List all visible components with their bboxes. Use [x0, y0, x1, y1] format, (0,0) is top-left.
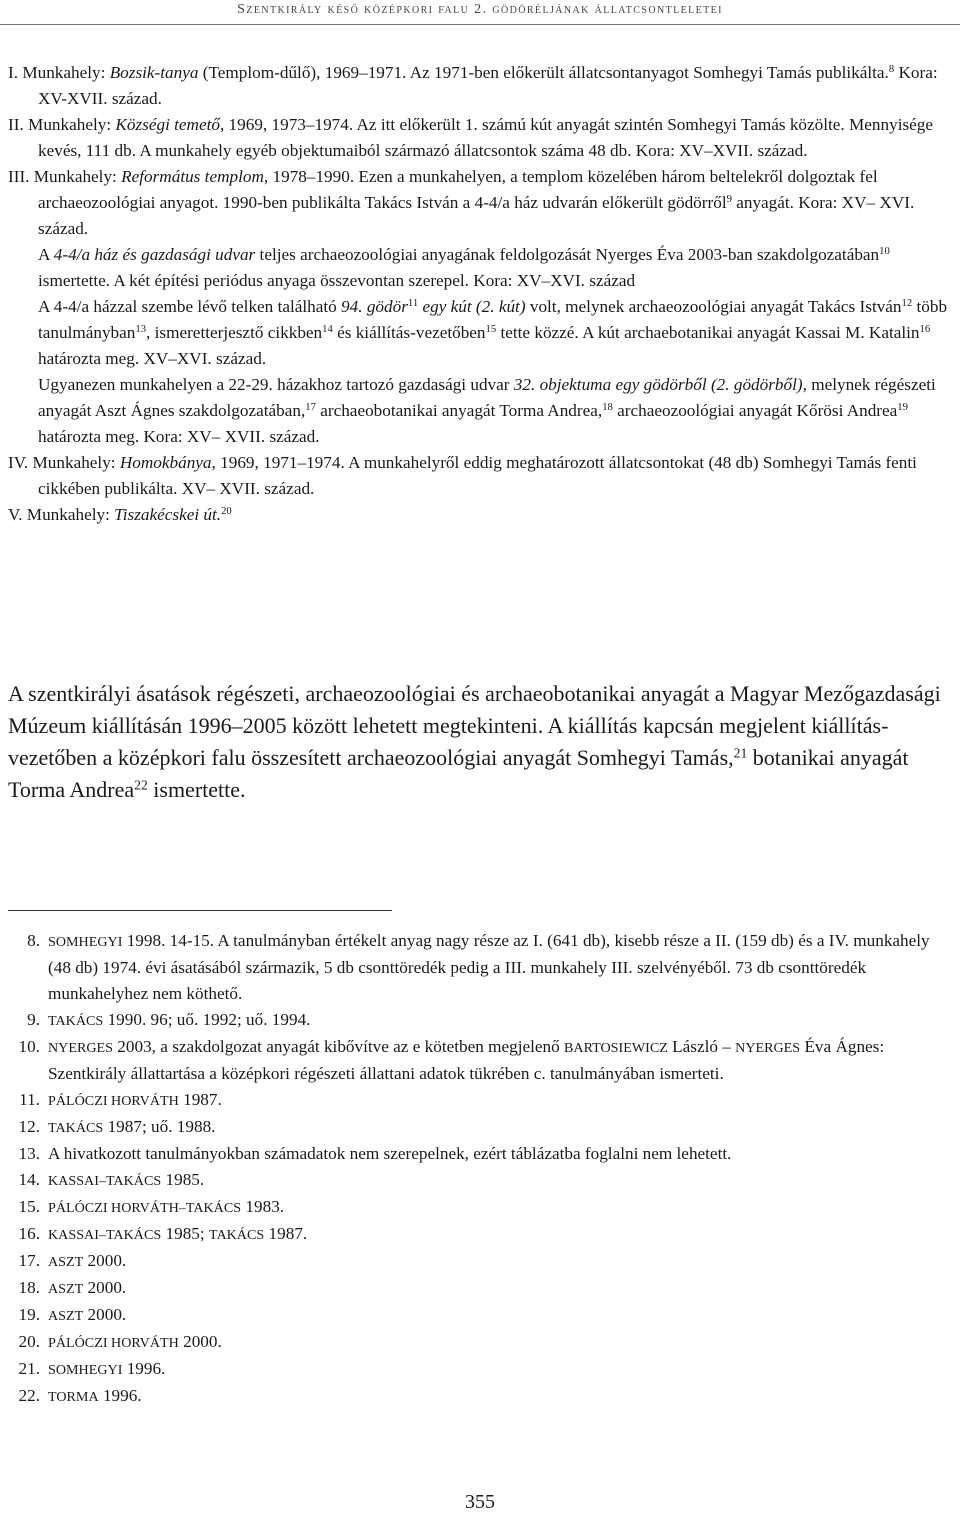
footnote-11	[8, 1087, 952, 1114]
footnote-ref-17: 17	[305, 402, 316, 414]
text: teljes archaeozoológiai anyagának feldolgozását Nyerges Éva 2003-ban szakdolgozatában	[255, 245, 880, 264]
text: László –	[667, 1037, 736, 1056]
worksite-2-label: II. Munkahely:	[8, 115, 116, 134]
running-title: Szentkirály késő középkori falu 2. gödöréljának állatcsontleletei	[237, 2, 723, 17]
author: SOMHEGYI	[48, 1362, 123, 1378]
footnote-ref-12: 12	[901, 298, 913, 310]
footnote-14	[8, 1167, 952, 1194]
footnote-number: 9.	[27, 1010, 40, 1029]
footnote-number: 11.	[19, 1090, 40, 1109]
footnote-number: 17.	[18, 1251, 40, 1270]
footnote-number: 18.	[18, 1278, 40, 1297]
footnote-ref-9: 9	[726, 194, 732, 206]
text: melynek régészeti anyagát Aszt Ágnes szakdolgozatában,	[38, 375, 936, 420]
worksite-1-text: (Templom-dűlő), 1969–1971. Az 1971-ben előkerült állatcsontanyagot Somhegyi Tamás publikálta.	[198, 63, 889, 82]
footnote-22	[8, 1383, 952, 1410]
worksite-2-text: 1969, 1973–1974. Az itt előkerült 1. számú kút anyagát szintén Somhegyi Tamás közölte. Mennyisége kevés, 111 db. A munkahely egyéb objektumaiból származó állatcsontok száma 48 db. Kora: XV–XVII. század.	[38, 115, 934, 160]
summary-text: A szentkirályi ásatások régészeti, archaeozoológiai és archaeobotanikai anyagát a Magyar Mezőgazdasági Múzeum kiállításán 1996–2005 között lehetett megtekinteni. A kiállítás kapcsán megjelent kiállítás-vezetőben a középkori falu összesített archaeozoológiai anyagát Somhegyi Tamás,	[8, 681, 941, 770]
text: archaeozoológiai anyagát Kőrösi Andrea	[612, 401, 898, 420]
text: archaeobotanikai anyagát Torma Andrea,	[315, 401, 603, 420]
text: 2000.	[83, 1305, 127, 1324]
text: Éva Ágnes: Szentkirály állattartása a középkori régészeti állattani adatok tükrében c. tanulmányában ismerteti.	[48, 1037, 885, 1083]
well-name: egy kút (2. kút)	[418, 297, 526, 316]
footnote-text	[48, 1034, 952, 1087]
footnotes	[8, 928, 952, 1410]
footnote-number: 10.	[18, 1037, 40, 1056]
summary-text: botanikai anyagát Torma Andrea	[8, 745, 909, 802]
footnote-number: 22.	[18, 1386, 40, 1405]
text: 1985;	[161, 1224, 209, 1243]
author: PÁLÓCZI HORVÁTH	[48, 1335, 179, 1351]
author: TAKÁCS	[48, 1013, 104, 1029]
worksite-3-site: Református templom,	[121, 167, 269, 186]
text: A	[38, 245, 54, 264]
author: ASZT	[48, 1254, 84, 1270]
worksite-4-site: Homokbánya	[119, 453, 212, 472]
footnote-10	[8, 1034, 952, 1087]
footnote-19	[8, 1302, 952, 1329]
footnote-ref-19: 19	[897, 402, 908, 414]
running-header	[0, 0, 960, 25]
text: 2000.	[178, 1332, 222, 1351]
author: PÁLÓCZI HORVÁTH–TAKÁCS	[48, 1200, 242, 1216]
worksite-2-site: Községi temető,	[115, 115, 225, 134]
worksite-1-date: Kora: XV-XVII. század.	[38, 63, 938, 108]
footnote-text	[48, 928, 952, 1007]
text: 1996.	[122, 1359, 166, 1378]
footnote-number: 13.	[18, 1144, 40, 1163]
author: SOMHEGYI	[48, 934, 123, 950]
text: ismertette. A két építési periódus anyaga összevontan szerepel. Kora: XV–XVI. század	[38, 271, 636, 290]
footnote-separator	[8, 910, 392, 911]
author: TAKÁCS	[48, 1120, 104, 1136]
footnote-number: 19.	[18, 1305, 40, 1324]
footnote-text	[48, 1141, 952, 1167]
footnote-16	[8, 1221, 952, 1248]
footnote-number: 12.	[18, 1117, 40, 1136]
footnote-text	[48, 1221, 952, 1248]
text: több tanulmányban	[38, 297, 948, 342]
footnote-ref-18: 18	[602, 402, 613, 414]
author: ASZT	[48, 1281, 84, 1297]
footnote-8	[8, 928, 952, 1007]
author: TAKÁCS	[208, 1227, 265, 1243]
text: 1987.	[264, 1224, 308, 1243]
author: NYERGES	[735, 1040, 801, 1056]
text: Ugyanezen munkahelyen a 22-29. házakhoz tartozó gazdasági udvar	[38, 375, 514, 394]
footnote-number: 14.	[18, 1170, 40, 1189]
footnote-text	[48, 1194, 952, 1221]
footnote-text	[48, 1114, 952, 1141]
footnote-text	[48, 1356, 952, 1383]
text: és kiállítás-vezetőben	[332, 323, 486, 342]
page-number: 355	[465, 1491, 495, 1513]
house-name: 4-4/a ház és gazdasági udvar	[53, 245, 256, 264]
worksite-3-date: anyagát. Kora: XV– XVI. század.	[38, 193, 915, 238]
footnote-number: 8.	[27, 931, 40, 950]
footnote-ref-15: 15	[485, 324, 497, 336]
worksite-3	[8, 164, 952, 242]
text: volt, melynek archaeozoológiai anyagát Takács István	[525, 297, 902, 316]
footnote-13	[8, 1141, 952, 1167]
footnote-15	[8, 1194, 952, 1221]
text: , ismeretterjesztő cikkben	[146, 323, 323, 342]
footnote-number: 21.	[18, 1359, 40, 1378]
summary-text: ismertette.	[147, 777, 246, 802]
worksite-3-house	[8, 242, 952, 294]
footnote-text	[48, 1329, 952, 1356]
header-rule	[0, 24, 960, 25]
text: határozta meg. XV–XVI. század.	[38, 349, 267, 368]
author: BARTOSIEWICZ	[564, 1040, 668, 1056]
footnote-ref-11: 11	[407, 298, 419, 310]
footnote-text	[48, 1302, 952, 1329]
worksite-4	[8, 450, 952, 502]
worksite-1-label: I. Munkahely:	[8, 63, 110, 82]
worksite-2	[8, 112, 952, 164]
footnote-12	[8, 1114, 952, 1141]
worksite-4-text: , 1969, 1971–1974. A munkahelyről eddig meghatározott állatcsontokat (48 db) Somhegyi Tamás fenti cikkében publikálta. XV– XVII. század.	[38, 453, 917, 498]
footnote-9	[8, 1007, 952, 1034]
footnote-ref-13: 13	[135, 324, 147, 336]
footnote-text	[48, 1383, 952, 1410]
footnote-text	[48, 1275, 952, 1302]
text: 1998. 14-15. A tanulmányban értékelt anyag nagy része az I. (641 db), kisebb része a II. (159 db) és a IV. munkahely (48 db) 1974. évi ásatásából származik, 5 db csonttöredék pedig a III. munkahely III. szelvényéből. 73 db csonttöredék munkahelyhez nem köthető.	[48, 931, 930, 1003]
footnote-number: 16.	[18, 1224, 40, 1243]
footnote-ref-8: 8	[888, 64, 895, 76]
footnote-ref-16: 16	[919, 324, 931, 336]
worksite-1	[8, 60, 952, 112]
worksite-5	[8, 502, 952, 528]
text: 2003, a szakdolgozat anyagát kibővítve az e kötetben megjelenő	[113, 1037, 565, 1056]
footnote-ref-14: 14	[322, 324, 333, 336]
worksite-3-yard	[8, 372, 952, 450]
footnote-21	[8, 1356, 952, 1383]
text: tette közzé. A kút archaebotanikai anyagát Kassai M. Katalin	[496, 323, 920, 342]
text: A hivatkozott tanulmányokban számadatok nem szerepelnek, ezért táblázatba foglalni nem lehetett.	[48, 1144, 732, 1163]
worksite-3-text: 1978–1990. Ezen a munkahelyen, a templom közelében három beltelekről dolgoztak fel archaeozoológiai anyagot. 1990-ben publikálta Takács István a 4-4/a ház udvarán előkerült gödörről	[38, 167, 878, 212]
worksite-1-site: Bozsik-tanya	[109, 63, 199, 82]
footnote-text	[48, 1007, 952, 1034]
text: 1990. 96; uő. 1992; uő. 1994.	[103, 1010, 311, 1029]
author: PÁLÓCZI HORVÁTH	[48, 1093, 179, 1109]
text: 1987.	[178, 1090, 222, 1109]
pit-name: 94. gödör	[341, 297, 408, 316]
footnote-ref-21: 21	[733, 745, 748, 761]
text: 1985.	[161, 1170, 205, 1189]
footnote-number: 20.	[18, 1332, 40, 1351]
footnote-ref-20: 20	[221, 506, 232, 518]
worksite-5-site: Tiszakécskei út.	[114, 505, 222, 524]
text: A 4-4/a házzal szembe lévő telken található	[38, 297, 342, 316]
footnote-text	[48, 1167, 952, 1194]
footnote-text	[48, 1087, 952, 1114]
worksite-5-label: V. Munkahely:	[8, 505, 115, 524]
text: határozta meg. Kora: XV– XVII. század.	[38, 427, 320, 446]
text: 2000.	[83, 1251, 127, 1270]
text: 1987; uő. 1988.	[103, 1117, 216, 1136]
worksite-3-well	[8, 294, 952, 372]
footnote-ref-22: 22	[134, 777, 148, 793]
text: 1983.	[241, 1197, 285, 1216]
worksite-list	[8, 60, 952, 528]
footnote-20	[8, 1329, 952, 1356]
author: KASSAI–TAKÁCS	[48, 1227, 162, 1243]
author: NYERGES	[48, 1040, 113, 1056]
text: 1996.	[98, 1386, 142, 1405]
author: TORMA	[48, 1389, 99, 1405]
worksite-4-label: IV. Munkahely:	[8, 453, 120, 472]
worksite-3-label: III. Munkahely:	[8, 167, 122, 186]
footnote-17	[8, 1248, 952, 1275]
text: 2000.	[83, 1278, 127, 1297]
author: ASZT	[48, 1308, 84, 1324]
footnote-ref-10: 10	[879, 246, 890, 258]
footnote-number: 15.	[18, 1197, 40, 1216]
object-name: 32. objektuma egy gödörből (2. gödörből),	[513, 375, 807, 394]
footnote-18	[8, 1275, 952, 1302]
author: KASSAI–TAKÁCS	[48, 1173, 162, 1189]
footnote-text	[48, 1248, 952, 1275]
summary-paragraph	[8, 678, 952, 806]
